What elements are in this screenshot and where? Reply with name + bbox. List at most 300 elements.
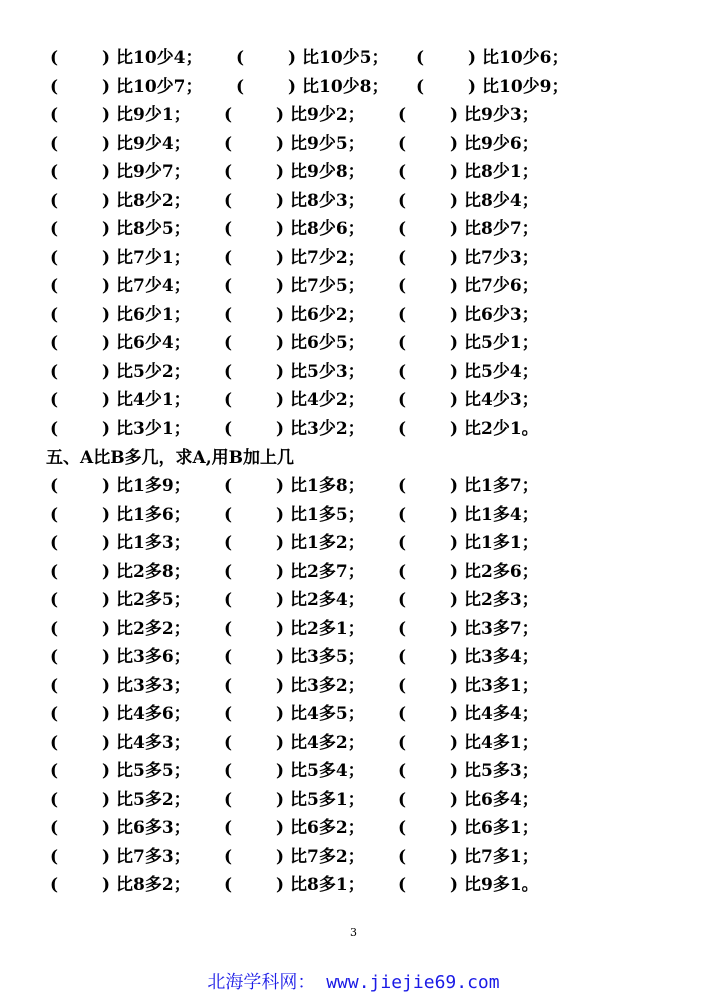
answer-blank[interactable]	[246, 73, 288, 101]
answer-paren-open: (	[236, 76, 245, 97]
answer-blank[interactable]	[408, 558, 450, 586]
answer-paren-close: )	[102, 219, 111, 239]
exercise-text: 比2少1。	[464, 418, 539, 439]
exercise-text: 比2多6；	[464, 561, 539, 582]
exercise-text: 比7少2；	[290, 247, 365, 268]
answer-paren-close: )	[102, 789, 111, 810]
answer-paren-open: (	[50, 247, 59, 268]
exercise-text: 比4多6；	[116, 704, 191, 724]
answer-blank[interactable]	[408, 843, 450, 871]
answer-blank[interactable]	[60, 871, 102, 899]
answer-blank[interactable]	[408, 130, 450, 158]
exercise-text: 比3多7；	[464, 618, 539, 639]
answer-blank[interactable]	[60, 472, 102, 500]
exercise-text: 比3少1；	[116, 418, 191, 439]
answer-paren-close: )	[276, 333, 285, 353]
exercise-row	[0, 586, 707, 614]
exercise-text: 比4少1；	[116, 390, 191, 410]
answer-blank[interactable]	[234, 130, 276, 158]
answer-paren-open: (	[224, 533, 233, 553]
exercise-text: 比9少8；	[290, 162, 365, 182]
answer-blank[interactable]	[408, 358, 450, 386]
exercise-text: 比5少4；	[464, 361, 539, 382]
answer-paren-open: (	[398, 304, 407, 325]
answer-paren-close: )	[450, 247, 459, 268]
answer-blank[interactable]	[60, 615, 102, 643]
answer-blank[interactable]	[60, 558, 102, 586]
answer-blank[interactable]	[60, 586, 102, 614]
answer-blank[interactable]	[60, 814, 102, 842]
answer-paren-open: (	[224, 761, 233, 781]
answer-blank[interactable]	[234, 358, 276, 386]
answer-paren-close: )	[276, 219, 285, 239]
answer-blank[interactable]	[234, 501, 276, 529]
exercise-row	[0, 187, 707, 215]
exercise-row	[0, 101, 707, 129]
answer-paren-close: )	[276, 105, 285, 125]
answer-blank[interactable]	[408, 871, 450, 899]
answer-paren-close: )	[276, 504, 285, 525]
exercise-text: 比1多5；	[290, 504, 365, 525]
answer-blank[interactable]	[234, 158, 276, 186]
answer-paren-close: )	[450, 732, 459, 753]
answer-blank[interactable]	[408, 814, 450, 842]
answer-blank[interactable]	[408, 586, 450, 614]
exercise-row	[0, 700, 707, 728]
answer-blank[interactable]	[60, 329, 102, 357]
answer-paren-close: )	[102, 48, 111, 68]
answer-paren-close: )	[276, 247, 285, 268]
answer-blank[interactable]	[234, 472, 276, 500]
answer-paren-close: )	[276, 133, 285, 154]
answer-paren-open: (	[398, 105, 407, 125]
answer-paren-close: )	[276, 761, 285, 781]
answer-blank[interactable]	[234, 786, 276, 814]
answer-paren-open: (	[398, 732, 407, 753]
answer-paren-open: (	[50, 732, 59, 753]
answer-paren-open: (	[224, 704, 233, 724]
answer-blank[interactable]	[60, 358, 102, 386]
answer-paren-close: )	[276, 647, 285, 667]
exercise-text: 比6少5；	[290, 333, 365, 353]
answer-paren-open: (	[50, 190, 59, 211]
answer-paren-close: )	[102, 304, 111, 325]
answer-paren-close: )	[276, 476, 285, 496]
answer-paren-open: (	[50, 846, 59, 867]
exercise-text: 比8多2；	[116, 875, 191, 895]
exercise-text: 比7少1；	[116, 247, 191, 268]
answer-blank[interactable]	[234, 558, 276, 586]
answer-paren-close: )	[450, 504, 459, 525]
answer-paren-close: )	[288, 76, 297, 97]
answer-blank[interactable]	[408, 158, 450, 186]
answer-paren-open: (	[398, 561, 407, 582]
exercise-text: 比7少3；	[464, 247, 539, 268]
answer-blank[interactable]	[408, 187, 450, 215]
answer-paren-close: )	[102, 504, 111, 525]
exercise-text: 比4多4；	[464, 704, 539, 724]
answer-paren-close: )	[102, 761, 111, 781]
answer-paren-open: (	[50, 561, 59, 582]
exercise-row	[0, 615, 707, 643]
exercise-text: 比2多1；	[290, 618, 365, 639]
answer-paren-open: (	[398, 704, 407, 724]
answer-blank[interactable]	[60, 529, 102, 557]
exercise-row	[0, 272, 707, 300]
exercise-text: 比4多5；	[290, 704, 365, 724]
exercise-text: 比2多3；	[464, 590, 539, 610]
exercise-text: 比5多4；	[290, 761, 365, 781]
exercise-text: 比6少2；	[290, 304, 365, 325]
answer-blank[interactable]	[60, 729, 102, 757]
exercise-row	[0, 643, 707, 671]
answer-paren-open: (	[398, 276, 407, 296]
answer-paren-open: (	[50, 133, 59, 154]
exercise-text: 比8多1；	[290, 875, 365, 895]
answer-blank[interactable]	[246, 44, 288, 72]
exercise-row	[0, 729, 707, 757]
answer-paren-close: )	[102, 76, 111, 97]
exercise-text: 比8少6；	[290, 219, 365, 239]
answer-paren-open: (	[50, 590, 59, 610]
exercise-text: 比3少2；	[290, 418, 365, 439]
exercise-text: 比1多4；	[464, 504, 539, 525]
answer-blank[interactable]	[234, 729, 276, 757]
exercise-row	[0, 358, 707, 386]
answer-blank[interactable]	[234, 643, 276, 671]
exercise-text: 比6多1；	[464, 818, 539, 838]
answer-blank[interactable]	[234, 871, 276, 899]
answer-blank[interactable]	[408, 244, 450, 272]
answer-paren-open: (	[50, 162, 59, 182]
answer-blank[interactable]	[60, 215, 102, 243]
answer-paren-open: (	[398, 190, 407, 211]
answer-paren-open: (	[224, 162, 233, 182]
answer-blank[interactable]	[234, 843, 276, 871]
exercise-row	[0, 44, 707, 72]
exercise-row	[0, 558, 707, 586]
answer-paren-close: )	[450, 162, 459, 182]
answer-paren-close: )	[450, 533, 459, 553]
answer-paren-open: (	[50, 647, 59, 667]
exercise-text: 比6多2；	[290, 818, 365, 838]
answer-paren-open: (	[224, 561, 233, 582]
answer-paren-open: (	[224, 618, 233, 639]
answer-blank[interactable]	[60, 386, 102, 414]
answer-paren-close: )	[276, 875, 285, 895]
exercise-text: 比8少3；	[290, 190, 365, 211]
exercise-text: 比9多1。	[464, 875, 539, 895]
answer-paren-close: )	[276, 590, 285, 610]
answer-blank[interactable]	[408, 301, 450, 329]
page-number: 3	[350, 926, 357, 939]
exercise-text: 比2多4；	[290, 590, 365, 610]
answer-paren-open: (	[224, 276, 233, 296]
answer-paren-close: )	[102, 590, 111, 610]
answer-blank[interactable]	[408, 386, 450, 414]
answer-paren-open: (	[398, 846, 407, 867]
exercise-text: 比7多1；	[464, 846, 539, 867]
answer-paren-close: )	[450, 647, 459, 667]
answer-paren-close: )	[450, 105, 459, 125]
answer-paren-close: )	[102, 561, 111, 582]
answer-blank[interactable]	[408, 415, 450, 443]
exercise-text: 比9少2；	[290, 105, 365, 125]
exercise-text: 比8少4；	[464, 190, 539, 211]
answer-paren-close: )	[276, 618, 285, 639]
answer-blank[interactable]	[60, 757, 102, 785]
exercise-text: 比3多1；	[464, 675, 539, 696]
exercise-text: 比4多2；	[290, 732, 365, 753]
answer-paren-close: )	[450, 618, 459, 639]
exercise-text: 比9少1；	[116, 105, 191, 125]
answer-blank[interactable]	[408, 615, 450, 643]
exercise-text: 比10少6；	[482, 48, 569, 68]
exercise-text: 比3多6；	[116, 647, 191, 667]
answer-blank[interactable]	[408, 501, 450, 529]
answer-paren-close: )	[450, 590, 459, 610]
answer-paren-close: )	[102, 418, 111, 439]
answer-paren-open: (	[224, 504, 233, 525]
answer-paren-open: (	[398, 219, 407, 239]
exercise-text: 比5多1；	[290, 789, 365, 810]
exercise-text: 比1多7；	[464, 476, 539, 496]
exercise-row	[0, 757, 707, 785]
answer-paren-open: (	[50, 675, 59, 696]
answer-blank[interactable]	[408, 529, 450, 557]
answer-blank[interactable]	[234, 415, 276, 443]
answer-paren-open: (	[398, 818, 407, 838]
answer-paren-open: (	[224, 675, 233, 696]
answer-blank[interactable]	[408, 215, 450, 243]
exercise-row	[0, 843, 707, 871]
exercise-row	[0, 215, 707, 243]
answer-paren-open: (	[416, 76, 425, 97]
exercise-text: 比4少2；	[290, 390, 365, 410]
exercise-text: 比6少3；	[464, 304, 539, 325]
exercise-text: 比5少2；	[116, 361, 191, 382]
answer-blank[interactable]	[234, 586, 276, 614]
answer-blank[interactable]	[408, 272, 450, 300]
answer-paren-open: (	[50, 533, 59, 553]
answer-blank[interactable]	[234, 301, 276, 329]
answer-blank[interactable]	[234, 187, 276, 215]
answer-blank[interactable]	[60, 786, 102, 814]
answer-paren-open: (	[224, 647, 233, 667]
answer-paren-close: )	[450, 561, 459, 582]
answer-blank[interactable]	[408, 757, 450, 785]
answer-blank[interactable]	[60, 843, 102, 871]
answer-blank[interactable]	[60, 672, 102, 700]
exercise-text: 比6多4；	[464, 789, 539, 810]
answer-blank[interactable]	[60, 44, 102, 72]
answer-paren-close: )	[276, 361, 285, 382]
answer-paren-close: )	[450, 361, 459, 382]
answer-paren-open: (	[224, 846, 233, 867]
answer-paren-open: (	[224, 361, 233, 382]
answer-paren-open: (	[398, 333, 407, 353]
answer-paren-close: )	[102, 247, 111, 268]
answer-paren-open: (	[398, 418, 407, 439]
exercise-row	[0, 871, 707, 899]
exercise-text: 比2多8；	[116, 561, 191, 582]
answer-paren-open: (	[398, 789, 407, 810]
section-five-heading: 五、A比B多几，求A,用B加上几	[46, 448, 295, 468]
answer-paren-open: (	[50, 361, 59, 382]
answer-paren-close: )	[450, 390, 459, 410]
exercise-text: 比6多3；	[116, 818, 191, 838]
answer-paren-open: (	[398, 361, 407, 382]
answer-paren-close: )	[450, 846, 459, 867]
answer-paren-open: (	[50, 219, 59, 239]
answer-paren-open: (	[50, 504, 59, 525]
answer-blank[interactable]	[234, 814, 276, 842]
answer-blank[interactable]	[408, 101, 450, 129]
answer-blank[interactable]	[60, 643, 102, 671]
answer-blank[interactable]	[60, 73, 102, 101]
answer-blank[interactable]	[426, 44, 468, 72]
answer-blank[interactable]	[60, 101, 102, 129]
answer-paren-open: (	[224, 818, 233, 838]
answer-blank[interactable]	[60, 272, 102, 300]
exercise-text: 比10少8；	[302, 76, 389, 97]
answer-paren-close: )	[450, 675, 459, 696]
answer-paren-open: (	[398, 504, 407, 525]
answer-paren-open: (	[224, 105, 233, 125]
answer-paren-open: (	[224, 247, 233, 268]
exercise-text: 比7少4；	[116, 276, 191, 296]
exercise-row	[0, 244, 707, 272]
answer-blank[interactable]	[408, 472, 450, 500]
footer-website[interactable]: 北海学科网： www.jiejie69.com	[207, 972, 500, 993]
answer-blank[interactable]	[234, 529, 276, 557]
answer-paren-close: )	[450, 704, 459, 724]
exercise-text: 比6少1；	[116, 304, 191, 325]
answer-blank[interactable]	[426, 73, 468, 101]
answer-paren-open: (	[224, 333, 233, 353]
answer-blank[interactable]	[408, 700, 450, 728]
answer-paren-open: (	[398, 761, 407, 781]
answer-paren-close: )	[102, 533, 111, 553]
exercise-text: 比5多3；	[464, 761, 539, 781]
answer-blank[interactable]	[234, 101, 276, 129]
answer-paren-close: )	[102, 105, 111, 125]
answer-blank[interactable]	[408, 786, 450, 814]
answer-paren-open: (	[398, 647, 407, 667]
exercise-row	[0, 501, 707, 529]
exercise-text: 比5多5；	[116, 761, 191, 781]
exercise-text: 比9少4；	[116, 133, 191, 154]
exercise-row	[0, 301, 707, 329]
answer-paren-close: )	[102, 875, 111, 895]
answer-paren-close: )	[450, 418, 459, 439]
answer-paren-close: )	[450, 818, 459, 838]
answer-paren-open: (	[398, 533, 407, 553]
answer-paren-open: (	[224, 219, 233, 239]
exercise-text: 比2多2；	[116, 618, 191, 639]
answer-blank[interactable]	[234, 272, 276, 300]
exercise-row	[0, 158, 707, 186]
exercise-row	[0, 529, 707, 557]
exercise-text: 比8少5；	[116, 219, 191, 239]
exercise-text: 比7少5；	[290, 276, 365, 296]
exercise-row	[0, 786, 707, 814]
exercise-text: 比9少3；	[464, 105, 539, 125]
answer-paren-open: (	[416, 48, 425, 68]
answer-blank[interactable]	[60, 301, 102, 329]
exercise-text: 比7多3；	[116, 846, 191, 867]
answer-paren-open: (	[398, 390, 407, 410]
answer-blank[interactable]	[234, 386, 276, 414]
answer-blank[interactable]	[60, 130, 102, 158]
answer-blank[interactable]	[60, 158, 102, 186]
answer-paren-open: (	[398, 162, 407, 182]
answer-paren-open: (	[50, 704, 59, 724]
answer-blank[interactable]	[234, 757, 276, 785]
answer-blank[interactable]	[60, 501, 102, 529]
answer-paren-open: (	[50, 76, 59, 97]
answer-paren-close: )	[102, 818, 111, 838]
exercise-text: 比10少4；	[116, 48, 203, 68]
answer-blank[interactable]	[234, 615, 276, 643]
answer-paren-close: )	[276, 418, 285, 439]
answer-paren-close: )	[102, 133, 111, 154]
answer-paren-close: )	[276, 846, 285, 867]
answer-paren-close: )	[468, 76, 477, 97]
answer-paren-close: )	[102, 361, 111, 382]
answer-blank[interactable]	[408, 643, 450, 671]
answer-blank[interactable]	[234, 215, 276, 243]
answer-blank[interactable]	[234, 329, 276, 357]
answer-blank[interactable]	[60, 700, 102, 728]
answer-paren-close: )	[276, 390, 285, 410]
answer-paren-close: )	[102, 390, 111, 410]
exercise-row	[0, 386, 707, 414]
answer-paren-open: (	[224, 304, 233, 325]
answer-blank[interactable]	[234, 672, 276, 700]
answer-paren-open: (	[224, 875, 233, 895]
answer-paren-open: (	[398, 133, 407, 154]
answer-blank[interactable]	[408, 672, 450, 700]
answer-paren-open: (	[398, 476, 407, 496]
answer-paren-open: (	[50, 390, 59, 410]
answer-blank[interactable]	[234, 700, 276, 728]
exercise-text: 比5少1；	[464, 333, 539, 353]
answer-paren-open: (	[50, 476, 59, 496]
answer-blank[interactable]	[408, 329, 450, 357]
answer-paren-close: )	[276, 561, 285, 582]
answer-paren-open: (	[50, 304, 59, 325]
answer-blank[interactable]	[234, 244, 276, 272]
answer-paren-close: )	[102, 675, 111, 696]
answer-blank[interactable]	[60, 187, 102, 215]
exercise-text: 比1多6；	[116, 504, 191, 525]
answer-blank[interactable]	[60, 415, 102, 443]
answer-paren-open: (	[50, 418, 59, 439]
answer-paren-close: )	[276, 675, 285, 696]
answer-paren-open: (	[398, 875, 407, 895]
exercise-text: 比9少5；	[290, 133, 365, 154]
answer-blank[interactable]	[60, 244, 102, 272]
exercise-text: 比1多9；	[116, 476, 191, 496]
exercise-row	[0, 672, 707, 700]
answer-paren-open: (	[224, 732, 233, 753]
answer-blank[interactable]	[408, 729, 450, 757]
answer-paren-open: (	[224, 590, 233, 610]
exercise-text: 比7少6；	[464, 276, 539, 296]
answer-paren-close: )	[276, 533, 285, 553]
answer-paren-close: )	[450, 761, 459, 781]
